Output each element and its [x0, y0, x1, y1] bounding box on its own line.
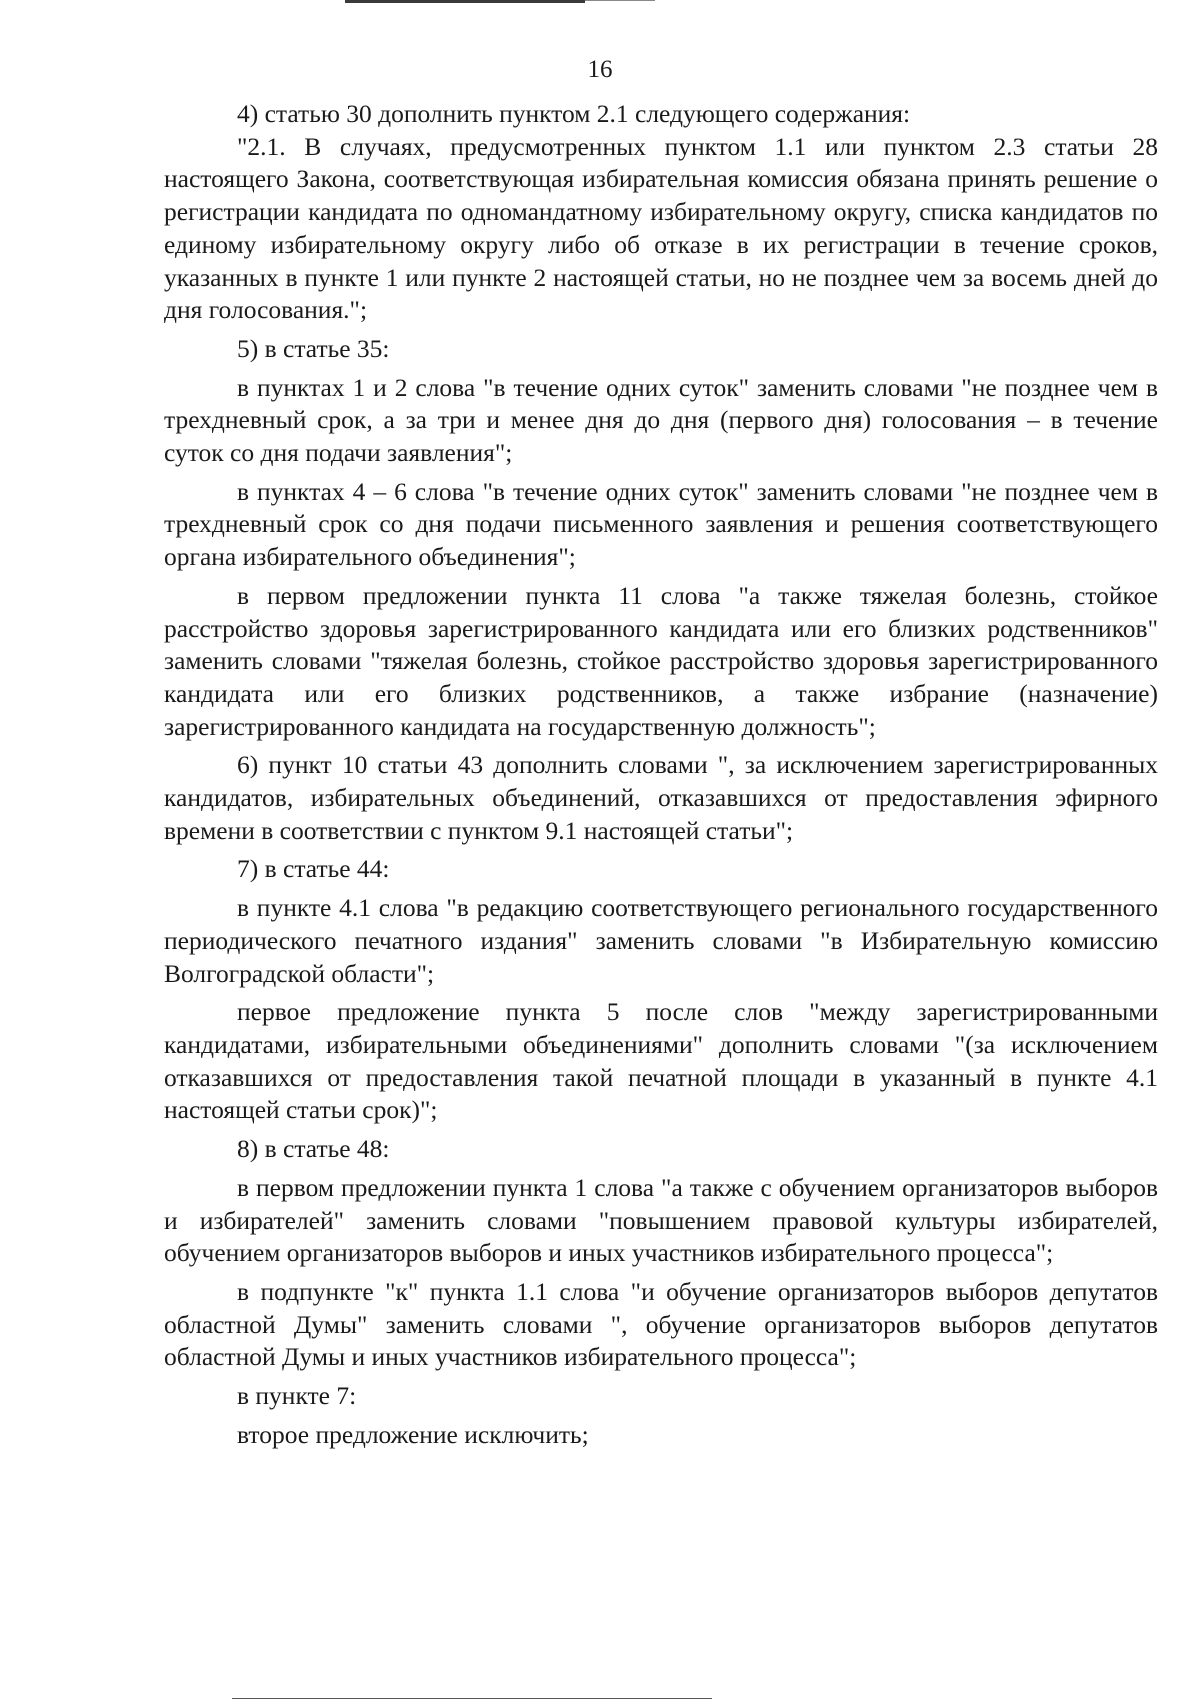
paragraph-article-44-point-5: первое предложение пункта 5 после слов "между зарегистрированными кандидатами, избирательными объединениями" дополнить словами "(за исключением отказавшихся от предоставления такой печатной площади в указанный в пункте 4.1 настоящей статьи срок)";	[164, 997, 1158, 1125]
paragraph-article-48-subpoint-k: в подпункте "к" пункта 1.1 слова "и обучение организаторов выборов депутатов областной Думы" заменить словами ", обучение организаторов выборов депутатов областной Думы и иных участников избирательного процесса";	[164, 1276, 1158, 1372]
paragraph-amend-article-30: 4) статью 30 дополнить пунктом 2.1 следующего содержания:	[237, 99, 911, 128]
paragraph-article-43: 6) пункт 10 статьи 43 дополнить словами ", за исключением зарегистрированных кандидатов, избирательных объединений, отказавшихся от предоставления эфирного времени в соответствии с пунктом 9.1 настоящей статьи";	[164, 750, 1158, 845]
scan-artifact-top	[345, 0, 585, 3]
paragraph-clause-2-1: "2.1. В случаях, предусмотренных пунктом 1.1 или пунктом 2.3 статьи 28 настоящего Закона, соответствующая избирательная комиссия обязана принять решение о регистрации кандидата по одномандатному избирательному округу, списка кандидатов по единому избирательному округу либо об отказе в их регистрации в течение сроков, указанных в пункте 1 или пункте 2 настоящей статьи, но не позднее чем за восемь дней до дня голосования.";	[164, 131, 1158, 325]
paragraph-exclude-sentence: второе предложение исключить;	[237, 1419, 589, 1449]
paragraph-article-35: 5) в статье 35:	[237, 333, 390, 363]
paragraph-article-35-points-4-6: в пунктах 4 – 6 слова "в течение одних суток" заменить словами "не позднее чем в трехдневный срок со дня подачи письменного заявления и решения соответствующего органа избирательного объединения";	[164, 476, 1158, 572]
page-number: 16	[587, 56, 613, 83]
paragraph-article-48-point-7: в пункте 7:	[237, 1381, 357, 1411]
paragraph-article-48-point-1: в первом предложении пункта 1 слова "а также с обучением организаторов выборов и избирателей" заменить словами "повышением правовой культуры избирателей, обучением организаторов выборов и иных участников избирательного процесса";	[164, 1172, 1158, 1268]
paragraph-article-35-point-11: в первом предложении пункта 11 слова "а также тяжелая болезнь, стойкое расстройство здоровья зарегистрированного кандидата или его близких родственников" заменить словами "тяжелая болезнь, стойкое расстройство здоровья зарегистрированного кандидата или его близких родственников, а также избрание (назначение) зарегистрированного кандидата на государственную должность";	[164, 580, 1158, 741]
scan-artifact-bottom	[232, 1698, 712, 1699]
paragraph-article-35-points-1-2: в пунктах 1 и 2 слова "в течение одних суток" заменить словами "не позднее чем в трехдневный срок, а за три и менее дня до дня (первого дня) голосования – в течение суток со дня подачи заявления";	[164, 372, 1158, 468]
paragraph-article-44: 7) в статье 44:	[237, 854, 390, 884]
paragraph-article-48: 8) в статье 48:	[237, 1134, 390, 1164]
document-body	[164, 98, 1158, 1457]
paragraph-article-44-point-4-1: в пункте 4.1 слова "в редакцию соответствующего регионального государственного периодического печатного издания" заменить словами "в Избирательную комиссию Волгоградской области";	[164, 893, 1158, 988]
scan-artifact-top-thin	[585, 0, 655, 1]
